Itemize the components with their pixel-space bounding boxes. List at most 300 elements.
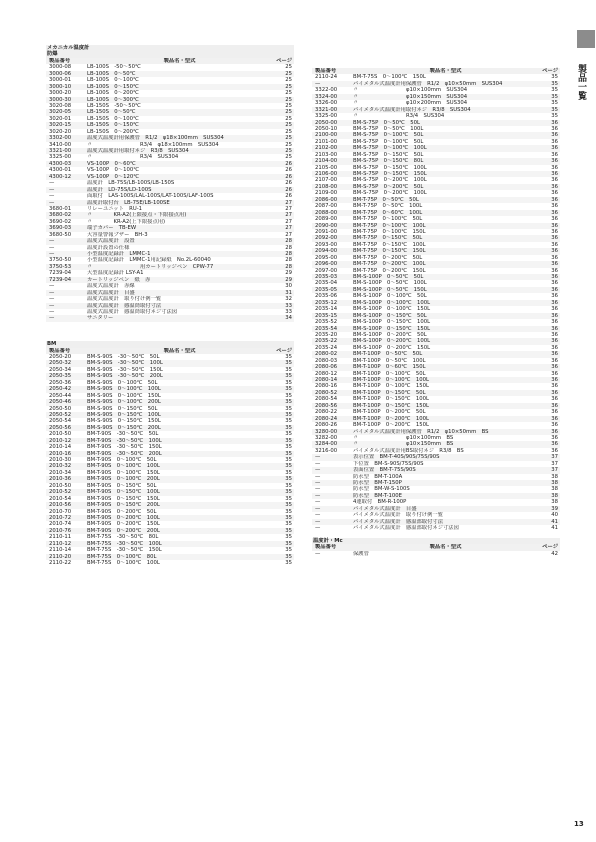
product-code: 2010-52 bbox=[49, 489, 72, 496]
product-description: 〃 φ10×200mm SUS304 bbox=[353, 100, 468, 107]
product-code: 2050-32 bbox=[49, 360, 72, 367]
product-code: — bbox=[315, 454, 321, 461]
header-code: 製品番号 bbox=[315, 544, 337, 551]
header-code: 製品番号 bbox=[315, 68, 337, 74]
table-row bbox=[312, 525, 560, 531]
product-description: 〃 KR-A2(上限接点・下限接点用) bbox=[87, 212, 187, 219]
page-ref: 38 bbox=[551, 480, 558, 486]
product-description: LB-100S 0〜150℃ bbox=[87, 83, 139, 90]
page-ref: 35 bbox=[285, 431, 292, 438]
page-ref: 25 bbox=[285, 70, 292, 77]
product-description: BM-T-90S 0〜200℃ 50L bbox=[87, 508, 157, 515]
product-description: バイメタル式温度計 取り付け例一覧 bbox=[353, 512, 443, 519]
product-description: BM-T-100P 0〜100℃ 100L bbox=[353, 377, 429, 383]
product-code: — bbox=[49, 238, 55, 245]
product-code: 3000-06 bbox=[49, 70, 72, 77]
page-ref: 36 bbox=[551, 319, 558, 326]
page-ref: 36 bbox=[551, 409, 558, 416]
page-number: 13 bbox=[574, 820, 584, 828]
product-code: 2050-52 bbox=[49, 411, 72, 418]
product-description: BM-T-100P 0〜200℃ 150L bbox=[353, 422, 429, 429]
product-code: 7239-04 bbox=[49, 270, 72, 277]
page-ref: 36 bbox=[551, 183, 558, 190]
product-code: 2108-00 bbox=[315, 183, 338, 190]
page-ref: 35 bbox=[551, 74, 558, 81]
product-description: 〃 φ10×150mm BS bbox=[353, 441, 454, 448]
product-description: BM-T-100P 0〜200℃ 50L bbox=[353, 409, 426, 416]
product-code: 2089-00 bbox=[315, 216, 338, 223]
product-description: BM-S-75P 0〜150℃ 80L bbox=[353, 158, 424, 165]
product-code: 3282-00 bbox=[315, 434, 338, 441]
product-description: リレーユニット RU-1 bbox=[87, 205, 143, 212]
page-ref: 35 bbox=[285, 418, 292, 425]
product-code: — bbox=[315, 480, 321, 486]
product-description: VS-100P 0〜100℃ bbox=[87, 167, 140, 174]
header-page: ページ bbox=[276, 57, 292, 64]
product-code: 2101-00 bbox=[315, 138, 338, 145]
page-ref: 35 bbox=[285, 360, 292, 367]
product-code: 2110-11 bbox=[49, 534, 72, 541]
product-code: — bbox=[49, 180, 55, 187]
product-description: BM-T-75P 0〜150℃ 150L bbox=[353, 248, 426, 255]
page-ref: 35 bbox=[285, 373, 292, 380]
page-ref: 25 bbox=[285, 64, 292, 71]
product-description: BM-T-90S -30〜50℃ 200L bbox=[87, 450, 162, 457]
product-code: 2096-00 bbox=[315, 261, 338, 268]
product-code: 2100-00 bbox=[315, 132, 338, 139]
product-code: 2010-36 bbox=[49, 476, 72, 483]
product-code: 2080-06 bbox=[315, 364, 338, 371]
page-ref: 36 bbox=[551, 447, 558, 454]
page-ref: 35 bbox=[551, 87, 558, 94]
page-ref: 38 bbox=[551, 486, 558, 493]
product-code: — bbox=[49, 315, 55, 322]
product-code: 2050-20 bbox=[49, 354, 72, 360]
page-ref: 36 bbox=[551, 254, 558, 261]
page-ref: 36 bbox=[551, 241, 558, 248]
page-ref: 36 bbox=[551, 119, 558, 126]
product-description: BM-T-75P 0〜150℃ 50L bbox=[353, 235, 423, 242]
product-description: 温度式温度計 感温筒取付ネジ寸法図 bbox=[87, 308, 178, 315]
product-description: BM-S-90S 0〜150℃ 200L bbox=[87, 424, 161, 431]
page-ref: 27 bbox=[285, 231, 292, 238]
product-description: BM-T-75P 0〜50℃ 50L bbox=[353, 196, 419, 203]
product-description: BM-T-75S 0〜100℃ 80L bbox=[87, 553, 157, 560]
product-description: BM-T-75P 0〜200℃ 100L bbox=[353, 261, 426, 268]
product-description: LB-100S 0〜300℃ bbox=[87, 96, 139, 103]
page-ref: 35 bbox=[285, 508, 292, 515]
page-ref: 26 bbox=[285, 186, 292, 193]
product-code: 3321-00 bbox=[315, 106, 338, 113]
page-ref: 34 bbox=[285, 315, 292, 322]
product-description: BM-T-100P 0〜150℃ 150L bbox=[353, 402, 429, 409]
page-ref: 35 bbox=[285, 521, 292, 528]
product-description: BM-S-90S 0〜150℃ 150L bbox=[87, 418, 161, 425]
product-description: 小型温度記録計 LMMC-1用記録紙 No.2L-60040 bbox=[87, 257, 211, 264]
page-ref: 29 bbox=[285, 276, 292, 283]
product-description: BM-S-90S -30〜50℃ 50L bbox=[87, 354, 160, 360]
product-description: バイメタル式温度計 目盛 bbox=[353, 505, 417, 512]
product-code: — bbox=[49, 199, 55, 206]
page-ref: 30 bbox=[285, 283, 292, 290]
product-code: — bbox=[49, 308, 55, 315]
page-ref: 36 bbox=[551, 428, 558, 435]
product-description: BM-S-90S -30〜50℃ 150L bbox=[87, 366, 163, 373]
table-body bbox=[312, 551, 560, 557]
product-description: BM-S-75P 0〜150℃ 50L bbox=[353, 151, 424, 158]
product-description: 保護管 bbox=[353, 550, 369, 557]
product-description: BM-S-100P 0〜200℃ 100L bbox=[353, 338, 431, 345]
product-code: 2010-50 bbox=[49, 482, 72, 489]
product-code: — bbox=[49, 296, 55, 303]
product-description: 温度計設置の仕様 bbox=[87, 244, 130, 251]
product-code: 3750-50 bbox=[49, 257, 72, 264]
product-description: BM-T-90S 0〜200℃ 200L bbox=[87, 527, 160, 534]
page-ref: 37 bbox=[551, 460, 558, 467]
product-description: 大容量警報ブザー BH-3 bbox=[87, 231, 148, 238]
page-ref: 36 bbox=[551, 261, 558, 268]
product-description: LB-150S -50〜50℃ bbox=[87, 102, 141, 109]
product-code: 2080-12 bbox=[315, 370, 338, 377]
product-code: 2050-34 bbox=[49, 366, 72, 373]
page-ref: 25 bbox=[285, 77, 292, 84]
page-ref: 35 bbox=[285, 560, 292, 566]
page-ref: 36 bbox=[551, 235, 558, 242]
product-code: — bbox=[49, 244, 55, 251]
page-ref: 36 bbox=[551, 306, 558, 313]
product-description: BM-T-75P 0〜100℃ 100L bbox=[353, 222, 426, 229]
product-code: 3000-20 bbox=[49, 90, 72, 97]
product-description: BM-T-90S 0〜150℃ 200L bbox=[87, 502, 160, 509]
page-ref: 25 bbox=[285, 141, 292, 148]
page-ref: 38 bbox=[551, 499, 558, 506]
product-description: 小型温度記録計 LMMC-1 bbox=[87, 251, 151, 257]
page-ref: 36 bbox=[551, 209, 558, 216]
product-description: BM-T-75P 0〜150℃ 100L bbox=[353, 241, 426, 248]
product-code: 2110-20 bbox=[49, 553, 72, 560]
product-description: BM-S-75P 0〜100℃ 50L bbox=[353, 132, 424, 139]
product-description: 温度式温度計用保護管 R1/2 φ18×100mm SUS304 bbox=[87, 135, 224, 142]
product-description: BM-S-90S 0〜100℃ 150L bbox=[87, 392, 161, 399]
product-description: BM-S-90S -30〜50℃ 100L bbox=[87, 360, 163, 367]
page-ref: 42 bbox=[551, 550, 558, 557]
product-description: LB-150S 0〜150℃ bbox=[87, 122, 139, 129]
page-ref: 35 bbox=[285, 502, 292, 509]
product-code: 3321-00 bbox=[49, 148, 72, 154]
product-code: 2035-20 bbox=[315, 331, 338, 338]
product-code: 2050-35 bbox=[49, 373, 72, 380]
product-description: BM-T-90S 0〜150℃ 150L bbox=[87, 495, 160, 502]
product-description: 〃 φ10×100mm BS bbox=[353, 434, 454, 441]
page-ref: 32 bbox=[285, 296, 292, 303]
product-code: 2080-26 bbox=[315, 422, 338, 429]
product-description: VS-100P 0〜120℃ bbox=[87, 173, 140, 180]
side-section-label: 製品一覧 bbox=[576, 64, 586, 100]
page-ref: 36 bbox=[551, 267, 558, 274]
product-description: 温度式温度計用取付ネジ R3/8 SUS304 bbox=[87, 148, 189, 154]
product-description: BM-T-100P 0〜150℃ 50L bbox=[353, 389, 426, 396]
page-ref: 35 bbox=[285, 495, 292, 502]
product-description: BM-T-100P 0〜50℃ 100L bbox=[353, 357, 426, 364]
product-code: 3000-08 bbox=[49, 64, 72, 71]
product-code: 3324-00 bbox=[315, 93, 338, 100]
product-code: 2010-16 bbox=[49, 450, 72, 457]
product-code: — bbox=[315, 550, 321, 557]
product-description: BM-T-90S 0〜150℃ 100L bbox=[87, 489, 160, 496]
header-code: 製品番号 bbox=[49, 57, 71, 64]
page-ref: 35 bbox=[285, 354, 292, 360]
product-description: BM-T-75S -30〜50℃ 150L bbox=[87, 547, 162, 554]
product-description: 温度式温度計 取り付け例一覧 bbox=[87, 296, 162, 303]
product-code: 2010-50 bbox=[49, 431, 72, 438]
page-ref: 41 bbox=[551, 525, 558, 532]
product-code: 2103-00 bbox=[315, 151, 338, 158]
product-code: 2050-00 bbox=[315, 119, 338, 126]
product-description: VS-100P 0〜60℃ bbox=[87, 160, 136, 167]
product-description: BM-S-100P 0〜150℃ 150L bbox=[353, 325, 431, 332]
product-description: 〃 φ10×150mm SUS304 bbox=[353, 93, 468, 100]
product-description: 端子カバー TB-EW bbox=[87, 225, 137, 232]
page-ref: 36 bbox=[551, 441, 558, 448]
product-code: 2086-00 bbox=[315, 196, 338, 203]
page-ref: 36 bbox=[551, 222, 558, 229]
product-description: BM-S-100P 0〜50℃ 100L bbox=[353, 280, 427, 287]
product-code: 3020-15 bbox=[49, 122, 72, 129]
product-code: 2106-00 bbox=[315, 171, 338, 177]
product-code: 2110-14 bbox=[49, 547, 72, 554]
product-code: 2010-12 bbox=[49, 437, 72, 444]
page-ref: 28 bbox=[285, 251, 292, 257]
product-description: BM-S-75P 0〜200℃ 100L bbox=[353, 190, 427, 197]
product-code: 2092-00 bbox=[315, 235, 338, 242]
product-code: 2050-56 bbox=[49, 424, 72, 431]
page-ref: 35 bbox=[285, 379, 292, 386]
product-description: バイメタル式温度計用保護管 R1/2 φ10×50mm BS bbox=[353, 428, 489, 435]
product-code: 2035-22 bbox=[315, 338, 338, 345]
product-code: — bbox=[315, 499, 321, 506]
product-description: BM-S-100P 0〜50℃ 50L bbox=[353, 274, 424, 280]
product-description: BM-S-75P 0〜200℃ 50L bbox=[353, 183, 424, 190]
page-ref: 36 bbox=[551, 312, 558, 319]
page-ref: 36 bbox=[551, 151, 558, 158]
product-code: 2010-56 bbox=[49, 502, 72, 509]
product-description: BM-S-100P 0〜200℃ 50L bbox=[353, 331, 427, 338]
page-ref: 35 bbox=[285, 463, 292, 470]
product-description: BM-S-90S 0〜100℃ 50L bbox=[87, 379, 158, 386]
product-description: 温度式温度計 目盛 bbox=[87, 289, 135, 296]
product-code: 2035-14 bbox=[315, 306, 338, 313]
product-code: — bbox=[49, 251, 55, 257]
product-description: BM-T-90S -30〜50℃ 50L bbox=[87, 431, 159, 438]
page-ref: 36 bbox=[551, 190, 558, 197]
product-code: 3000-01 bbox=[49, 77, 72, 84]
page-ref: 26 bbox=[285, 167, 292, 174]
page-ref: 35 bbox=[285, 482, 292, 489]
product-code: 2080-02 bbox=[315, 351, 338, 358]
product-code: 7239-04 bbox=[49, 276, 72, 283]
page-ref: 35 bbox=[551, 113, 558, 120]
table-body bbox=[46, 354, 294, 566]
page-ref: 26 bbox=[285, 160, 292, 167]
page-ref: 36 bbox=[551, 351, 558, 358]
page-ref: 36 bbox=[551, 158, 558, 165]
product-code: 2035-06 bbox=[315, 293, 338, 300]
product-description: バイメタル式温度計用保護管 R1/2 φ10×50mm SUS304 bbox=[353, 80, 503, 87]
product-code: 2087-00 bbox=[315, 203, 338, 210]
product-description: BM-S-75P 0〜50℃ 100L bbox=[353, 125, 424, 132]
product-code: 3280-00 bbox=[315, 428, 338, 435]
page-ref: 37 bbox=[551, 454, 558, 461]
product-code: — bbox=[49, 289, 55, 296]
product-description: 温度式温度計 感温筒取付寸法 bbox=[87, 302, 162, 309]
product-description: BM-T-100P 0〜50℃ 50L bbox=[353, 351, 423, 358]
page-ref: 38 bbox=[551, 473, 558, 480]
product-code: 2050-10 bbox=[315, 125, 338, 132]
product-code: 3325-00 bbox=[49, 154, 72, 161]
product-code: — bbox=[315, 492, 321, 499]
page-ref: 36 bbox=[551, 434, 558, 441]
page-ref: 36 bbox=[551, 164, 558, 171]
product-description: バイメタル式温度計用取付ネジ R3/8 SUS304 bbox=[353, 106, 471, 113]
page-ref: 27 bbox=[285, 212, 292, 219]
product-description: バイメタル式温度計 感温部取付寸法 bbox=[353, 518, 443, 525]
product-code: 2050-42 bbox=[49, 386, 72, 393]
page-ref: 26 bbox=[285, 173, 292, 180]
product-code: 3020-08 bbox=[49, 102, 72, 109]
page-ref: 25 bbox=[285, 135, 292, 142]
page-ref: 36 bbox=[551, 331, 558, 338]
product-description: BM-S-75P 0〜100℃ 50L bbox=[353, 138, 424, 145]
page-ref: 36 bbox=[551, 415, 558, 422]
page-ref: 25 bbox=[285, 83, 292, 90]
product-description: BM-S-90S 0〜100℃ 100L bbox=[87, 386, 161, 393]
product-code: 3326-00 bbox=[315, 100, 338, 107]
page-ref: 35 bbox=[285, 405, 292, 412]
page-ref: 36 bbox=[551, 286, 558, 293]
product-description: BM-T-90S 0〜100℃ 50L bbox=[87, 457, 157, 463]
page-ref: 25 bbox=[285, 128, 292, 135]
header-desc: 製品名・型式 bbox=[429, 544, 462, 551]
product-description: BM-T-100P 0〜150℃ 100L bbox=[353, 396, 429, 403]
page-ref: 25 bbox=[285, 102, 292, 109]
product-description: LB-100S -50〜50℃ bbox=[87, 64, 141, 71]
product-code: 3020-05 bbox=[49, 109, 72, 116]
page-ref: 35 bbox=[285, 437, 292, 444]
product-code: 2105-00 bbox=[315, 164, 338, 171]
page-ref: 40 bbox=[551, 512, 558, 519]
page-ref: 31 bbox=[285, 289, 292, 296]
product-code: 3750-53 bbox=[49, 263, 72, 270]
product-code: 2110-12 bbox=[49, 540, 72, 547]
page-ref: 28 bbox=[285, 238, 292, 245]
page-ref: 36 bbox=[551, 422, 558, 429]
product-code: 2080-22 bbox=[315, 409, 338, 416]
product-description: BM-S-90S -30〜50℃ 200L bbox=[87, 373, 163, 380]
page-ref: 26 bbox=[285, 193, 292, 200]
product-code: 2035-54 bbox=[315, 325, 338, 332]
product-description: BM-S-100P 0〜100℃ 150L bbox=[353, 306, 431, 313]
product-description: BM-S-90S 0〜150℃ 50L bbox=[87, 405, 158, 412]
page-ref: 36 bbox=[551, 203, 558, 210]
product-description: BM-S-75P 0〜200℃ 100L bbox=[353, 177, 427, 184]
product-code: 3216-00 bbox=[315, 447, 338, 454]
product-description: BM-S-100P 0〜150℃ 100L bbox=[353, 319, 431, 326]
page-ref: 36 bbox=[551, 383, 558, 390]
page-ref: 36 bbox=[551, 125, 558, 132]
product-code: 2080-56 bbox=[315, 402, 338, 409]
page-ref: 36 bbox=[551, 357, 558, 364]
page-ref: 36 bbox=[551, 177, 558, 184]
product-code: 2010-30 bbox=[49, 457, 72, 463]
product-code: — bbox=[49, 193, 55, 200]
product-description: BM-S-100P 0〜100℃ 50L bbox=[353, 293, 427, 300]
product-description: 〃 R3/4 SUS304 bbox=[353, 113, 445, 120]
product-code: 2035-15 bbox=[315, 312, 338, 319]
product-description: BM-S-75P 0〜150℃ 150L bbox=[353, 171, 427, 177]
product-description: BM-S-90S 0〜150℃ 100L bbox=[87, 411, 161, 418]
page-ref: 35 bbox=[551, 106, 558, 113]
page-ref: 36 bbox=[551, 280, 558, 287]
page-ref: 35 bbox=[551, 100, 558, 107]
page-ref: 28 bbox=[285, 257, 292, 264]
product-code: 2035-03 bbox=[315, 274, 338, 280]
product-code: 2035-52 bbox=[315, 319, 338, 326]
product-description: BM-T-75S 0〜100℃ 100L bbox=[87, 560, 160, 566]
page-ref: 36 bbox=[551, 145, 558, 152]
product-code: 2080-16 bbox=[315, 383, 338, 390]
product-code: — bbox=[315, 486, 321, 493]
product-code: 3680-50 bbox=[49, 231, 72, 238]
table-row bbox=[46, 315, 294, 321]
product-code: 3680-01 bbox=[49, 205, 72, 212]
page-ref: 35 bbox=[285, 457, 292, 463]
product-code: 2080-54 bbox=[315, 396, 338, 403]
page-ref: 35 bbox=[285, 476, 292, 483]
page-ref: 35 bbox=[285, 399, 292, 406]
product-description: LB-100S 0〜50℃ bbox=[87, 70, 136, 77]
product-code: 3325-00 bbox=[315, 113, 338, 120]
product-code: 3000-10 bbox=[49, 83, 72, 90]
product-description: BM-S-90S 0〜100℃ 200L bbox=[87, 399, 161, 406]
product-description: 大型温度記録計 LSY-A1 bbox=[87, 270, 144, 277]
product-code: 2010-14 bbox=[49, 444, 72, 451]
product-description: 〃 R3/4 φ18×100mm SUS304 bbox=[87, 141, 219, 148]
product-description: 表示位置 BM-T-40S/90S/75S/90S bbox=[353, 454, 440, 461]
product-description: LB-100S 0〜200℃ bbox=[87, 90, 139, 97]
product-code: 2010-34 bbox=[49, 469, 72, 476]
product-description: 温度式温度計 赤線 bbox=[87, 283, 135, 290]
product-description: 温度計 LB-75S/LB-100S/LB-150S bbox=[87, 180, 175, 187]
page-ref: 25 bbox=[285, 109, 292, 116]
product-code: 2109-00 bbox=[315, 190, 338, 197]
page-ref: 37 bbox=[551, 467, 558, 474]
page-ref: 35 bbox=[285, 514, 292, 521]
product-code: 2097-00 bbox=[315, 267, 338, 274]
product-description: BM-S-100P 0〜50℃ 150L bbox=[353, 286, 427, 293]
section-title: メカニカル温度計 bbox=[46, 45, 294, 51]
product-code: 2090-00 bbox=[315, 222, 338, 229]
product-description: 防水型 BM-W-S-100S bbox=[353, 486, 410, 493]
product-code: 2110-24 bbox=[315, 74, 338, 81]
page-ref: 36 bbox=[551, 216, 558, 223]
section-title: BM bbox=[46, 341, 294, 347]
product-description: LB-150S 0〜50℃ bbox=[87, 109, 136, 116]
page-ref: 35 bbox=[285, 547, 292, 554]
product-code: 2050-50 bbox=[49, 405, 72, 412]
product-description: 防水型 BM-T-100A bbox=[353, 473, 403, 480]
page-ref: 36 bbox=[551, 325, 558, 332]
product-description: 面取付 LAS-100S/LAL-100S/LAT-100S/LAF-100S bbox=[87, 193, 214, 200]
